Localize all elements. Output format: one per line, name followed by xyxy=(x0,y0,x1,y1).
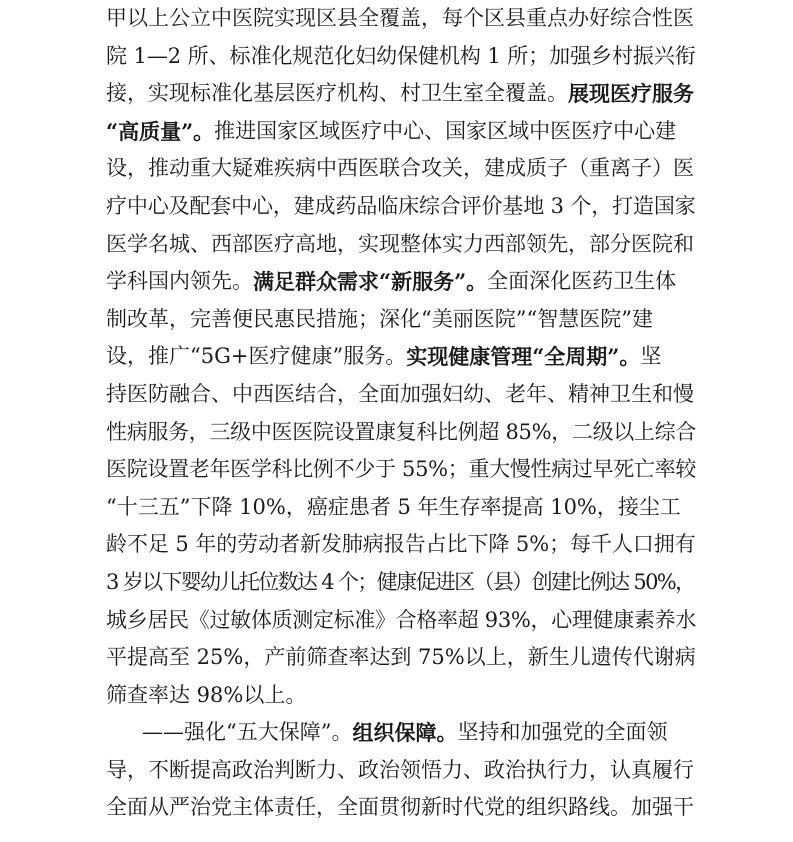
text-line xyxy=(106,226,696,264)
text-run: 全面从严治党主体责任，全面贯彻新时代党的组织路线。加强干 xyxy=(106,795,694,820)
text-run: 性病服务，三级中医医院设置康复科比例超 85%，二级以上综合 xyxy=(106,419,697,444)
text-line xyxy=(106,714,696,752)
text-line xyxy=(106,338,696,376)
bold-run: 展现医疗服务 xyxy=(568,81,694,107)
text-line xyxy=(106,188,696,226)
text-line xyxy=(106,376,696,414)
bold-run: 实现健康管理“全周期”。 xyxy=(406,344,641,370)
text-run: 甲以上公立中医院实现区县全覆盖，每个区县重点办好综合性医 xyxy=(106,6,694,30)
body-text xyxy=(106,0,696,827)
text-run: 设，推广“5G+医疗健康”服务。 xyxy=(106,344,407,369)
paragraph xyxy=(106,0,696,714)
text-run: 导，不断提高政治判断力、政治领悟力、政治执行力，认真履行 xyxy=(106,757,694,782)
text-run: 医学名城、西部医疗高地，实现整体实力西部领先，部分医院和 xyxy=(106,231,694,256)
text-run: 3 岁以下婴幼儿托位数达 4 个；健康促进区（县）创建比例达 50%， xyxy=(106,569,695,594)
text-line xyxy=(106,150,696,188)
text-run: 平提高至 25%，产前筛查率达到 75%以上，新生儿遗传代谢病 xyxy=(106,645,696,670)
text-run: 设，推动重大疑难疾病中西医联合攻关，建成质子（重离子）医 xyxy=(106,156,694,181)
text-line xyxy=(106,414,696,452)
text-run: 学科国内领先。 xyxy=(106,269,253,294)
text-run: 疗中心及配套中心，建成药品临床综合评价基地 3 个，打造国家 xyxy=(106,193,696,218)
paragraph xyxy=(106,714,696,827)
text-run: “十三五”下降 10%，癌症患者 5 年生存率提高 10%，接尘工 xyxy=(106,494,681,519)
text-line xyxy=(106,113,696,151)
text-run: 城乡居民《过敏体质测定标准》合格率超 93%，心理健康素养水 xyxy=(106,607,697,632)
text-line xyxy=(106,301,696,339)
text-line xyxy=(106,451,696,489)
text-run: 坚 xyxy=(640,344,662,369)
text-line xyxy=(106,677,696,715)
text-line xyxy=(106,564,696,602)
text-line xyxy=(106,75,696,113)
text-run: 院 1—2 所、标准化规范化妇幼保健机构 1 所；加强乡村振兴衔 xyxy=(106,43,696,68)
bold-run: 组织保障。 xyxy=(352,720,458,746)
text-run: 全面深化医药卫生体 xyxy=(487,269,677,294)
text-run: 推进国家区域医疗中心、国家区域中医医疗中心建 xyxy=(214,118,677,143)
text-run: 医院设置老年医学科比例不少于 55%；重大慢性病过早死亡率较 xyxy=(106,457,697,482)
text-line xyxy=(106,38,696,76)
text-line xyxy=(106,0,696,38)
bold-run: 满足群众需求“新服务”。 xyxy=(253,269,488,295)
text-line xyxy=(106,639,696,677)
text-run: 龄不足 5 年的劳动者新发肺病报告占比下降 5%；每千人口拥有 xyxy=(106,532,696,557)
bold-run: “高质量”。 xyxy=(106,118,215,144)
text-line xyxy=(106,602,696,640)
text-line xyxy=(106,526,696,564)
text-run: 持医防融合、中西医结合，全面加强妇幼、老年、精神卫生和慢 xyxy=(106,381,694,406)
text-run: ——强化“五大保障”。 xyxy=(142,720,353,745)
text-line xyxy=(106,752,696,790)
text-line xyxy=(106,263,696,301)
text-line xyxy=(106,489,696,527)
text-run: 筛查率达 98%以上。 xyxy=(106,682,307,707)
text-line xyxy=(106,789,696,827)
text-run: 坚持和加强党的全面领 xyxy=(457,720,668,745)
text-run: 制改革，完善便民惠民措施；深化“美丽医院”“智慧医院”建 xyxy=(106,306,653,331)
text-run: 接，实现标准化基层医疗机构、村卫生室全覆盖。 xyxy=(106,81,568,106)
